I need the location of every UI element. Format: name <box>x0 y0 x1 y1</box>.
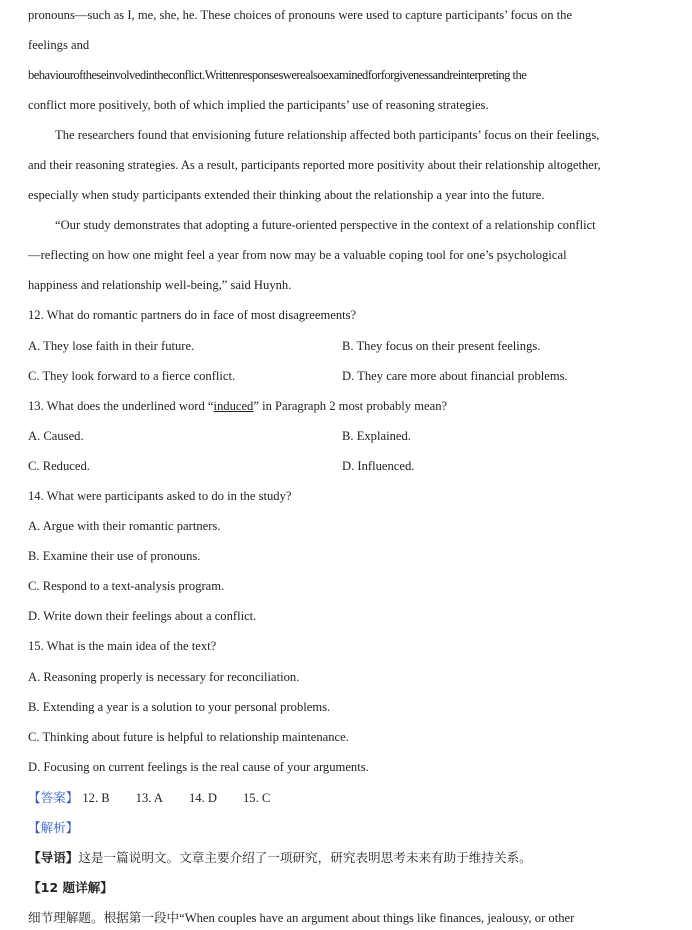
option-c: C. They look forward to a fierce conflict. <box>28 369 236 383</box>
passage-line: “Our study demonstrates that adopting a future-oriented perspective in the context of a relationship conflict <box>55 218 596 232</box>
option-d: D. Focusing on current feelings is the real cause of your arguments. <box>28 760 369 774</box>
option-a: A. Reasoning properly is necessary for reconciliation. <box>28 670 300 684</box>
passage-line: happiness and relationship well-being,” said Huynh. <box>28 278 292 292</box>
option-a: A. Caused. <box>28 429 84 443</box>
passage-line: pronouns—such as I, me, she, he. These choices of pronouns were used to capture participants’ focus on the <box>28 8 573 22</box>
passage-line: The researchers found that envisioning future relationship affected both participants’ focus on their feelings, <box>55 128 600 142</box>
option-c: C. Respond to a text-analysis program. <box>28 579 225 593</box>
intro-text: 这是一篇说明文。文章主要介绍了一项研究，研究表明思考未来有助于维持关系。 <box>78 850 532 865</box>
option-a: A. They lose faith in their future. <box>28 339 195 353</box>
q12-detail-cn: 细节理解题。根据第一段中 <box>28 910 180 925</box>
option-c: C. Reduced. <box>28 459 90 473</box>
question-stem <box>28 394 668 418</box>
answer-12: 12. B <box>82 791 110 805</box>
stem-text: ” in Paragraph 2 most probably mean? <box>253 399 448 413</box>
passage-line: and their reasoning strategies. As a result, participants reported more positivity about their relationship altogether, <box>28 158 601 172</box>
option-d: D. Write down their feelings about a conflict. <box>28 609 257 623</box>
intro-line <box>28 846 668 870</box>
option-d: D. They care more about financial problems. <box>342 369 568 383</box>
question-stem: 12. What do romantic partners do in face of most disagreements? <box>28 308 357 322</box>
option-b: B. Explained. <box>342 429 411 443</box>
answer-label: 【答案】 <box>28 790 79 805</box>
option-a: A. Argue with their romantic partners. <box>28 519 221 533</box>
answer-15: 15. C <box>242 791 271 805</box>
question-stem: 14. What were participants asked to do in the study? <box>28 489 292 503</box>
option-b: B. Examine their use of pronouns. <box>28 549 201 563</box>
passage-line: feelings and <box>28 38 90 52</box>
answer-13: 13. A <box>135 791 163 805</box>
analysis-label-line <box>28 816 668 840</box>
answer-line <box>28 786 668 810</box>
underlined-word: induced <box>213 399 254 413</box>
passage-line: conflict more positively, both of which implied the participants’ use of reasoning strategies. <box>28 98 489 112</box>
q12-detail-line <box>28 906 668 930</box>
intro-label: 【导语】 <box>28 850 79 865</box>
q12-detail-label: 【12 题详解】 <box>28 880 113 895</box>
q12-detail-en: “When couples have an argument about things like finances, jealousy, or other <box>179 911 575 925</box>
option-d: D. Influenced. <box>342 459 415 473</box>
option-b: B. They focus on their present feelings. <box>342 339 541 353</box>
passage-line: behaviouroftheseinvolvedintheconflict.Writtenresponseswerealsoexaminedforforgivenessandreinterpreting the <box>28 68 527 82</box>
analysis-label: 【解析】 <box>28 820 79 835</box>
option-c: C. Thinking about future is helpful to relationship maintenance. <box>28 730 349 744</box>
question-stem: 15. What is the main idea of the text? <box>28 639 217 653</box>
passage-line: —reflecting on how one might feel a year from now may be a valuable coping tool for one’s psychological <box>28 248 567 262</box>
passage-line: especially when study participants extended their thinking about the relationship a year into the future. <box>28 188 545 202</box>
q12-detail-label-line <box>28 876 668 900</box>
stem-text: 13. What does the underlined word “ <box>28 399 214 413</box>
answer-14: 14. D <box>188 791 217 805</box>
option-b: B. Extending a year is a solution to your personal problems. <box>28 700 331 714</box>
